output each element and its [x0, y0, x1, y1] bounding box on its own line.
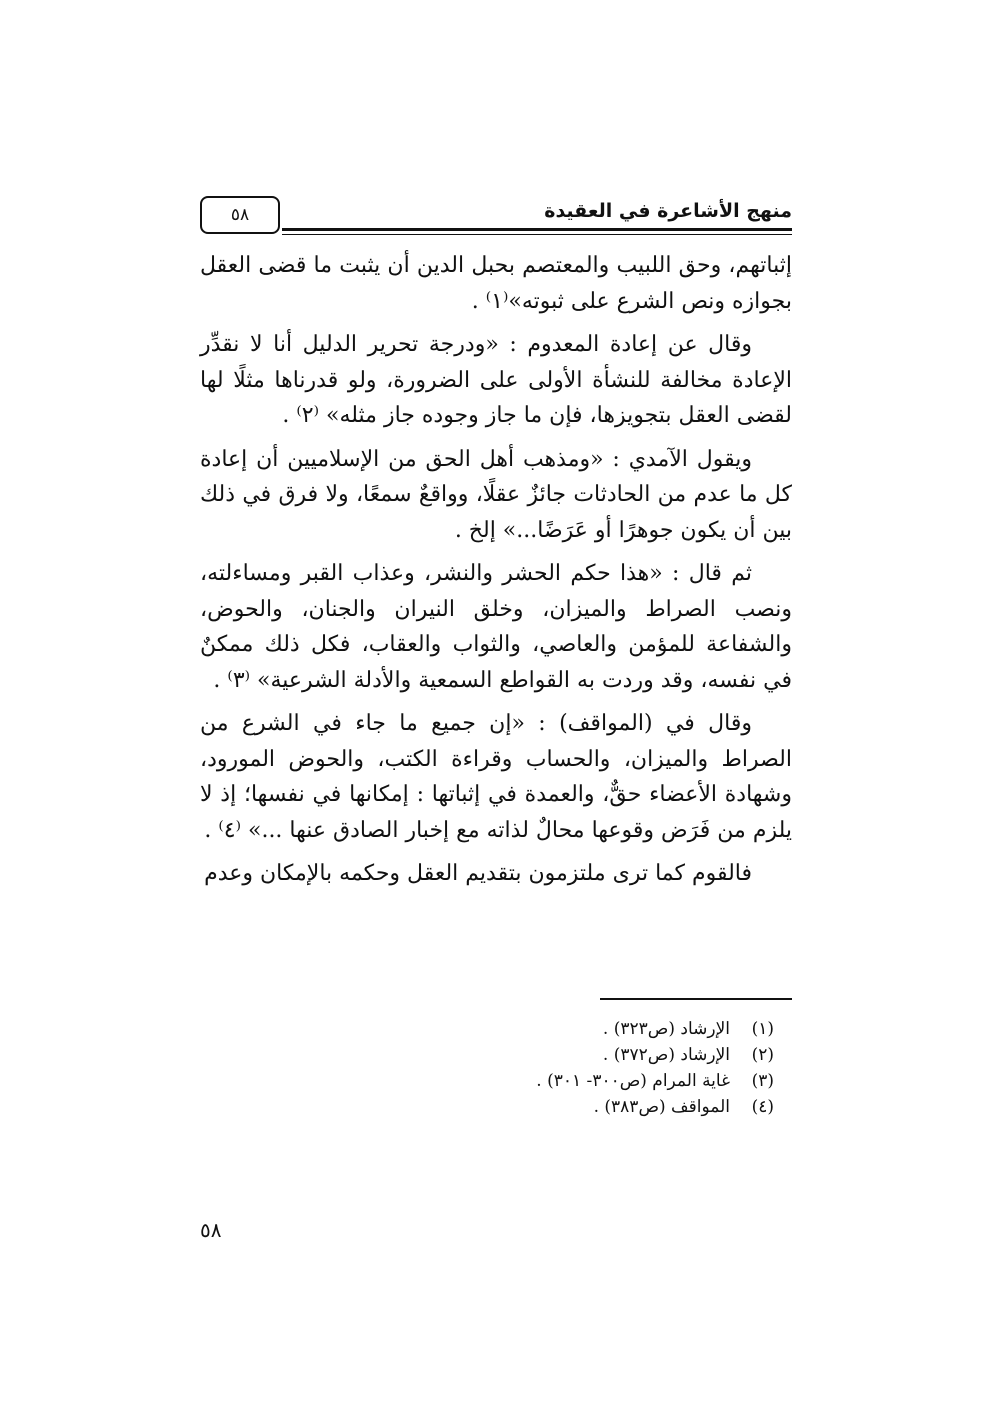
- footnote-text: المواقف (ص٣٨٣) .: [593, 1097, 730, 1117]
- header-rule-thick: [282, 228, 792, 231]
- footnote-item: [200, 1016, 792, 1042]
- footnote-item: [200, 1042, 792, 1068]
- body-text: [200, 248, 792, 900]
- footnote-text: غاية المرام (ص٣٠٠- ٣٠١) .: [536, 1071, 730, 1091]
- page-number-bottom: ٥٨: [200, 1218, 222, 1242]
- paragraph-6: فالقوم كما ترى ملتزمون بتقديم العقل وحكمه بالإمكان وعدم: [204, 861, 752, 886]
- footnote-item: [200, 1068, 792, 1094]
- paragraph-1: إثباتهم، وحق اللبيب والمعتصم بحبل الدين أن يثبت ما قضى العقل بجوازه ونص الشرع على ثبوته»⁽١⁾ .: [200, 253, 792, 314]
- header-page-number: ٥٨: [200, 196, 280, 234]
- footnotes: [200, 1016, 792, 1120]
- paragraph-3: ويقول الآمدي : «ومذهب أهل الحق من الإسلاميين أن إعادة كل ما عدم من الحادثات جائزٌ عقلًا، وواقعٌ سمعًا، ولا فرق في ذلك بين أن يكون جوهرًا أو عَرَضًا...» إلخ .: [200, 446, 792, 543]
- footnote-separator: [600, 998, 792, 1000]
- running-header: [200, 196, 792, 240]
- paragraph-5: وقال في (المواقف) : «إن جميع ما جاء في الشرع من الصراط والميزان، والحساب وقراءة الكتب، والحوض المورود، وشهادة الأعضاء حقٌّ، والعمدة في إثباتها : إمكانها في نفسها؛ إذ لا يلزم من فَرَض وقوعها محالٌ لذاته مع إخبار الصادق عنها ...» ⁽٤⁾ .: [200, 711, 792, 843]
- footnote-number: (٣): [751, 1071, 774, 1091]
- footnote-text: الإرشاد (ص٣٧٢) .: [602, 1045, 730, 1065]
- footnote-number: (١): [751, 1019, 774, 1039]
- paragraph-4: ثم قال : «هذا حكم الحشر والنشر، وعذاب القبر ومساءلته، ونصب الصراط والميزان، وخلق النيران والجنان، والحوض، والشفاعة للمؤمن والعاصي، والثواب والعقاب، فكل ذلك ممكنٌ في نفسه، وقد وردت به القواطع السمعية والأدلة الشرعية» ⁽٣⁾ .: [200, 561, 792, 693]
- footnote-item: [200, 1094, 792, 1120]
- footnote-number: (٢): [751, 1045, 774, 1065]
- footnote-number: (٤): [751, 1097, 774, 1117]
- paragraph-2: وقال عن إعادة المعدوم : «ودرجة تحرير الدليل أنا لا نقدِّر الإعادة مخالفة للنشأة الأولى على الضرورة، ولو قدرناها مثلًا لها لقضى العقل بتجويزها، فإن ما جاز وجوده جاز مثله» ⁽٢⁾ .: [200, 332, 792, 428]
- header-title: منهج الأشاعرة في العقيدة: [544, 200, 792, 222]
- footnote-text: الإرشاد (ص٣٢٣) .: [602, 1019, 730, 1039]
- header-rule-thin: [282, 234, 792, 235]
